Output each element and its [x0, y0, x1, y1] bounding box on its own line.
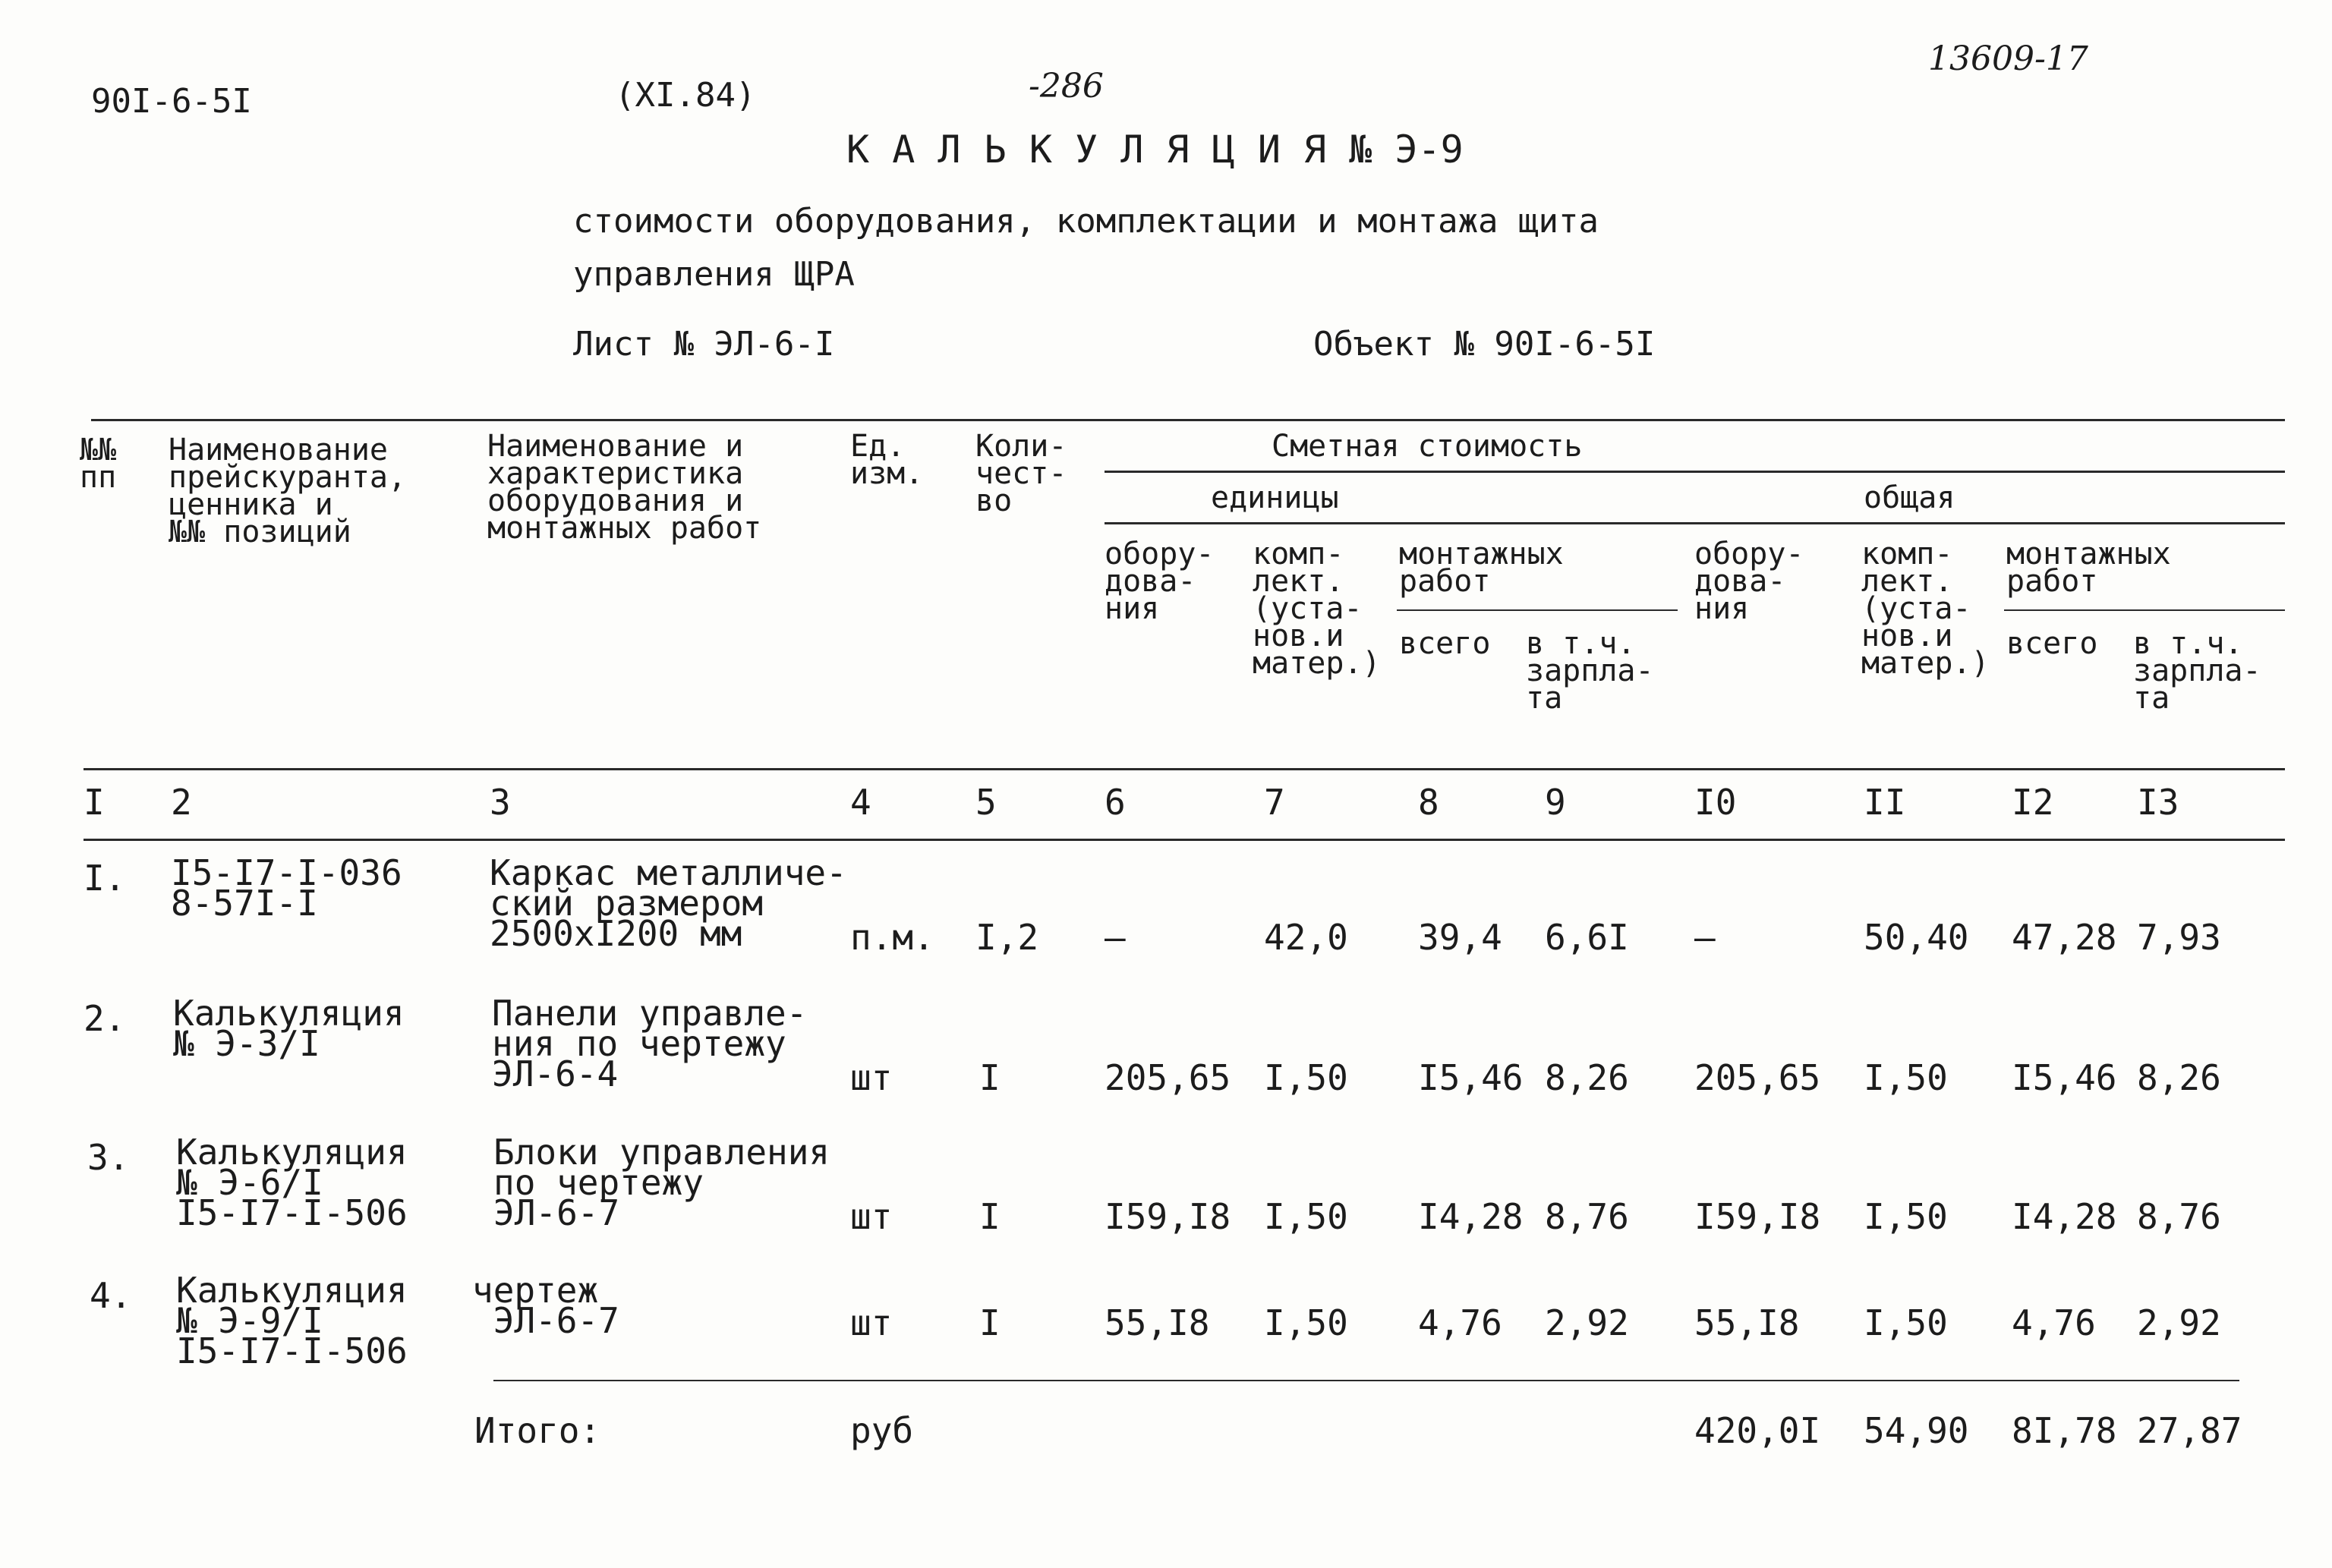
header-unit-compl: комп- лект. (уста- нов.и матер.)	[1253, 537, 1381, 681]
total-unit: руб	[850, 1410, 914, 1451]
row-unit-wage: 8,26	[1545, 1057, 1629, 1098]
mount-total-rule	[2004, 609, 2285, 611]
unit-total-rule	[1105, 522, 2285, 524]
row-total-equip: I59,I8	[1694, 1196, 1821, 1237]
row-total-compl: I,50	[1864, 1302, 1948, 1343]
header-unit-mount-wage: в т.ч. зарпла- та	[1526, 626, 1654, 716]
row-qty: I,2	[975, 917, 1039, 958]
header-unit: Ед. изм.	[850, 429, 924, 491]
row-unit-equip: I59,I8	[1105, 1196, 1231, 1237]
archive-number: 13609-17	[1928, 39, 2088, 78]
row-pricelist: Калькуляция № Э-9/I I5-I7-I-506	[176, 1270, 408, 1371]
row-total-wage: 7,93	[2137, 917, 2221, 958]
mount-unit-rule	[1397, 609, 1678, 611]
row-unit-compl: 42,0	[1264, 917, 1348, 958]
row-name: чертеж ЭЛ-6-7	[472, 1270, 619, 1341]
row-unit-compl: I,50	[1264, 1196, 1348, 1237]
row-total-mount: I5,46	[2012, 1057, 2117, 1098]
row-total-wage: 8,76	[2137, 1196, 2221, 1237]
row-unit-wage: 6,6I	[1545, 917, 1629, 958]
column-number: II	[1864, 782, 1906, 823]
row-name: Каркас металличе- ский размером 2500хI200 мм	[490, 852, 847, 954]
header-bottom-rule	[84, 768, 2285, 770]
subtitle-line-2: управления ЩРА	[573, 255, 855, 294]
header-total-mount-wage: в т.ч. зарпла- та	[2133, 626, 2261, 716]
header-estimate: Сметная стоимость	[1272, 429, 1583, 464]
header-total-equip: обору- дова- ния	[1694, 537, 1804, 626]
total-equip: 420,0I	[1694, 1410, 1821, 1451]
row-total-compl: I,50	[1864, 1057, 1948, 1098]
subtitle-line-1: стоимости оборудования, комплектации и монтажа щита	[573, 202, 1599, 241]
total-rule	[493, 1380, 2239, 1381]
page-number: -286	[1029, 67, 1104, 105]
column-number: 4	[850, 782, 871, 823]
row-unit-compl: I,50	[1264, 1302, 1348, 1343]
row-unit-equip: 55,I8	[1105, 1302, 1210, 1343]
header-name: Наименование и характеристика оборудования и монтажных работ	[487, 429, 762, 546]
column-number: 9	[1545, 782, 1566, 823]
header-total-mount: монтажных работ	[2006, 537, 2171, 599]
row-pricelist: Калькуляция № Э-3/I	[173, 993, 405, 1064]
row-total-wage: 2,92	[2137, 1302, 2221, 1343]
header-unit-mount: монтажных работ	[1399, 537, 1564, 599]
row-total-compl: 50,40	[1864, 917, 1969, 958]
header-pricelist: Наименование прейскуранта, ценника и №№ позиций	[169, 433, 407, 549]
row-total-mount: I4,28	[2012, 1196, 2117, 1237]
header-per-unit: единицы	[1211, 480, 1339, 515]
column-number: I0	[1694, 782, 1737, 823]
document-code: 90I-6-5I	[91, 82, 252, 121]
column-number: 6	[1105, 782, 1126, 823]
column-numbers-rule	[84, 839, 2285, 841]
header-unit-equip: обору- дова- ния	[1105, 537, 1215, 626]
total-label: Итого:	[474, 1410, 601, 1451]
row-total-mount: 47,28	[2012, 917, 2117, 958]
row-total-compl: I,50	[1864, 1196, 1948, 1237]
header-num: №№ пп	[80, 433, 117, 495]
estimate-rule	[1105, 471, 2285, 473]
row-unit-mount: I4,28	[1418, 1196, 1524, 1237]
column-number: 8	[1418, 782, 1439, 823]
row-num: I.	[84, 858, 126, 899]
column-number: 3	[490, 782, 511, 823]
column-number: I3	[2137, 782, 2179, 823]
row-unit: шт	[850, 1302, 893, 1343]
table-top-rule	[91, 419, 2285, 421]
header-total-group: общая	[1864, 480, 1955, 515]
row-unit-mount: I5,46	[1418, 1057, 1524, 1098]
row-unit-compl: I,50	[1264, 1057, 1348, 1098]
row-total-equip: –	[1694, 917, 1716, 958]
header-total-mount-total: всего	[2006, 626, 2098, 661]
row-qty: I	[979, 1057, 1001, 1098]
row-qty: I	[979, 1302, 1001, 1343]
row-pricelist: I5-I7-I-036 8-57I-I	[171, 852, 402, 924]
column-number: 7	[1264, 782, 1285, 823]
object-number: Объект № 90I-6-5I	[1313, 325, 1656, 364]
row-unit-equip: 205,65	[1105, 1057, 1231, 1098]
header-unit-mount-total: всего	[1399, 626, 1491, 661]
row-qty: I	[979, 1196, 1001, 1237]
row-total-mount: 4,76	[2012, 1302, 2096, 1343]
row-unit-equip: –	[1105, 917, 1126, 958]
row-unit-mount: 4,76	[1418, 1302, 1502, 1343]
header-total-compl: комп- лект. (уста- нов.и матер.)	[1861, 537, 1990, 681]
row-unit-wage: 8,76	[1545, 1196, 1629, 1237]
row-total-equip: 205,65	[1694, 1057, 1821, 1098]
row-total-equip: 55,I8	[1694, 1302, 1800, 1343]
column-number: 5	[975, 782, 997, 823]
row-unit: шт	[850, 1196, 893, 1237]
document-date: (XI.84)	[615, 76, 756, 115]
column-number: I	[84, 782, 105, 823]
row-unit-wage: 2,92	[1545, 1302, 1629, 1343]
row-num: 2.	[84, 998, 126, 1039]
row-unit: п.м.	[850, 917, 934, 958]
row-num: 3.	[87, 1137, 130, 1178]
header-qty: Коли- чест- во	[975, 429, 1067, 518]
row-name: Блоки управления по чертежу ЭЛ-6-7	[493, 1132, 830, 1233]
row-unit: шт	[850, 1057, 893, 1098]
row-unit-mount: 39,4	[1418, 917, 1502, 958]
total-wage: 27,87	[2137, 1410, 2242, 1451]
document-title: К А Л Ь К У Л Я Ц И Я № Э-9	[846, 128, 1464, 172]
row-total-wage: 8,26	[2137, 1057, 2221, 1098]
row-pricelist: Калькуляция № Э-6/I I5-I7-I-506	[176, 1132, 408, 1233]
row-num: 4.	[90, 1275, 132, 1316]
column-number: 2	[171, 782, 192, 823]
total-mount: 8I,78	[2012, 1410, 2117, 1451]
total-compl: 54,90	[1864, 1410, 1969, 1451]
row-name: Панели управле- ния по чертежу ЭЛ-6-4	[492, 993, 808, 1094]
sheet-number: Лист № ЭЛ-6-I	[573, 325, 835, 364]
column-number: I2	[2012, 782, 2054, 823]
